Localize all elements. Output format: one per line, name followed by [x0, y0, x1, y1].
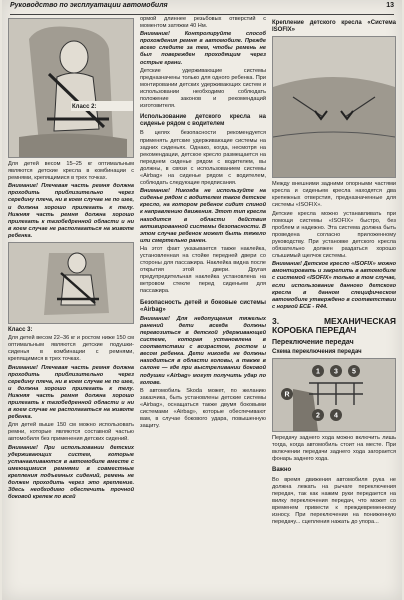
heading-side-airbag: Безопасность детей и боковые системы «Airbag»: [140, 299, 266, 313]
isofix-text-1: Между внешними задними опорными частями кресла и сиденьем кресла находятся два крепежных отверстия, предназначенные для системы «ISOFIX».: [272, 181, 396, 209]
one-child-text: Детские удерживающие системы предназначены только для одного ребенка. При монтировании детских удерживающих систем и использовании необходимо соблюдать положение законов и рекомендаций изготовителя.: [140, 67, 266, 110]
gear-label-2: 2: [316, 412, 320, 420]
heading-front-seat: Использование детского кресла на сиденье рядом с водителем: [140, 114, 266, 128]
figure-caption-class3: Класс 3:: [8, 327, 33, 334]
isofix-text-2: Детские кресла можно устанавливать при помощи системы «ISOFIX» быстро, без проблем и надежно. Эта система должна быть проведена согласно приложенному руководству. При установке детского кресла обязательно должен раздаться хорошо слышимый щелчок системы.: [272, 210, 396, 260]
heading-isofix: Крепление детского кресла «Система ISOFIX»: [272, 20, 396, 34]
section-gearbox: 3. МЕХАНИЧЕСКАЯ КОРОБКА ПЕРЕДАЧ: [272, 315, 396, 335]
adult-belt-text: Для детей выше 150 см можно использовать ремни, которые являются составной частью автомобиля без применения детских сидений.: [8, 422, 134, 443]
class2-text: Для детей весом 15–25 кг оптимальным являются детские кресла в комбинации с ремнями, крепящимися в трех точках.: [8, 161, 134, 182]
warning-airbag: Внимание! Для недопущения тяжелых ранений дети всегда должны перевозиться в детской удерживающей системе, которая установлена в соответствии с возрастом, ростом и весом ребенка. Дети никогда не должны находиться в области головы, а также в салоне — где при выстреливании боковой подушки «Airbag» могут получить удар по голове.: [140, 315, 266, 386]
page-header: [10, 2, 394, 15]
gear-label-4: 4: [334, 412, 338, 420]
bolt-text: ормой длиннее резьбовых отверстий с моментом затяжки 40 Нм.: [140, 16, 266, 30]
header-title: Руководство по эксплуатации автомобиля: [10, 2, 168, 9]
warning-mount: Внимание! При использовании детских удерживающих систем, которые устанавливаются в автомобиле вместе с имеющимися ремнями в совместные крепления подъемных сидений, ремень не должен проходить через это крепление. Здесь необходимо обеспечить прочной боковой крепеж по всей: [8, 444, 134, 501]
heading-gear-shift: Переключение передач: [272, 338, 354, 346]
warning-belt-route: Внимание! Контролируйте способ прохождения ремня в автомобиле. Прежде всего следите за тем, чтобы ремень не был повережден проходящим через острые грани.: [140, 31, 266, 66]
gear-label-r: R: [284, 391, 290, 399]
figure-child-seat-class2: [8, 18, 134, 158]
column-left: [8, 16, 134, 502]
important-text: Во время движения автомобиля рука не должна лежать на рычаге переключения передач, так как нажим руки передается на вилку переключения передач, что может со временем привести к преждевременному износу. При переключении на пониженную передачу... сцепления нажать до упора...: [272, 476, 396, 526]
gear-label-5: 5: [352, 368, 356, 376]
airbag-text: В автомобиль Skoda может, по желанию заказчика, быть установлены детские системы «Airbag», оснащаться также двумя боковыми системами «Airbag», которые обеспечивают вам, в случае бокового удара, повышенную защиту.: [140, 387, 266, 430]
page-number: 13: [386, 2, 394, 9]
gear-label-3: 3: [334, 368, 338, 376]
manual-page: [2, 0, 402, 600]
warning-isofix: Внимание! Детское кресло «ISOFIX» можно вмонтировать и закрепить в автомобиле с системой «ISOFIX» только в том случае, если использование данного детского кресла в данном специфическом автомобиле утверждено в соответствии с нормой ECE - R44.: [272, 261, 396, 310]
sticker-text: На этот факт указывается также наклейка, установленная на стойке передней двери со стороны для пассажира. Наклейка видна после открытия этой двери. Другая предупредительная наклейка установлена на ветровом стекле перед сиденьем для пассажира.: [140, 245, 266, 295]
warning-belt-1: Внимание! Плечевая часть ремня должна проходить приблизительно через середину плеча, ни в коем случае не по шее, и должна хорошо прилегать к телу. Нижняя часть ремня должна хорошо прилегать к тазобедренной области и ни в коем случае не располагаться на животе ребенка.: [8, 183, 134, 239]
warning-belt-2: Внимание! Плечевая часть ремня должна проходить приблизительно через середину плеча, ни в коем случае не по шее, и должна хорошо прилегать к телу. Нижняя часть ремня должна хорошо прилегать к тазобедренной области и ни в коем случае не располагаться на животе ребенка.: [8, 364, 134, 421]
column-right: [272, 16, 396, 527]
figure-caption-box: [71, 101, 133, 111]
gear-label-1: 1: [316, 368, 320, 376]
front-seat-text: В целях безопасности рекомендуется применять детские удерживающие системы на задних сиденьях. Однако, когда, несмотря на рекомендации, детское кресло размещается на переднем сиденье рядом с водителем, вы должны, в связи с использованием системы «Airbag» на сиденье рядом с водителем, соблюдать следующие предписания.: [140, 130, 266, 187]
warning-rear-facing: Внимание! Никогда не используйте на сиденье рядом с водителем такое детское кресло, на котором ребенок сидит спиной к направлению движения. Этот тип кресла находится в области действия активированной системы безопасности. В этом случае ребенок может быть тяжело или смертельно ранен.: [140, 188, 266, 244]
figure-isofix: [272, 36, 396, 178]
heading-important: Важно: [272, 467, 292, 474]
class3-text: Для детей весом 22–36 кг и ростом ниже 150 см оптимальным являются детские подушки-сиденья в комбинации с ремнями, крепящимися в трех точках.: [8, 335, 134, 363]
heading-shift-scheme: Схема переключения передач: [272, 348, 362, 355]
figure-caption-class2: Класс 2:: [72, 104, 97, 110]
figure-gear-scheme: [272, 358, 396, 432]
reverse-gear-text: Передачу заднего хода можно включить лишь тогда, когда автомобиль стоит на месте. При включении передачи заднего хода загорается фонарь заднего хода.: [272, 435, 396, 463]
column-middle: [140, 16, 266, 431]
figure-child-seat-class3: [8, 242, 134, 324]
